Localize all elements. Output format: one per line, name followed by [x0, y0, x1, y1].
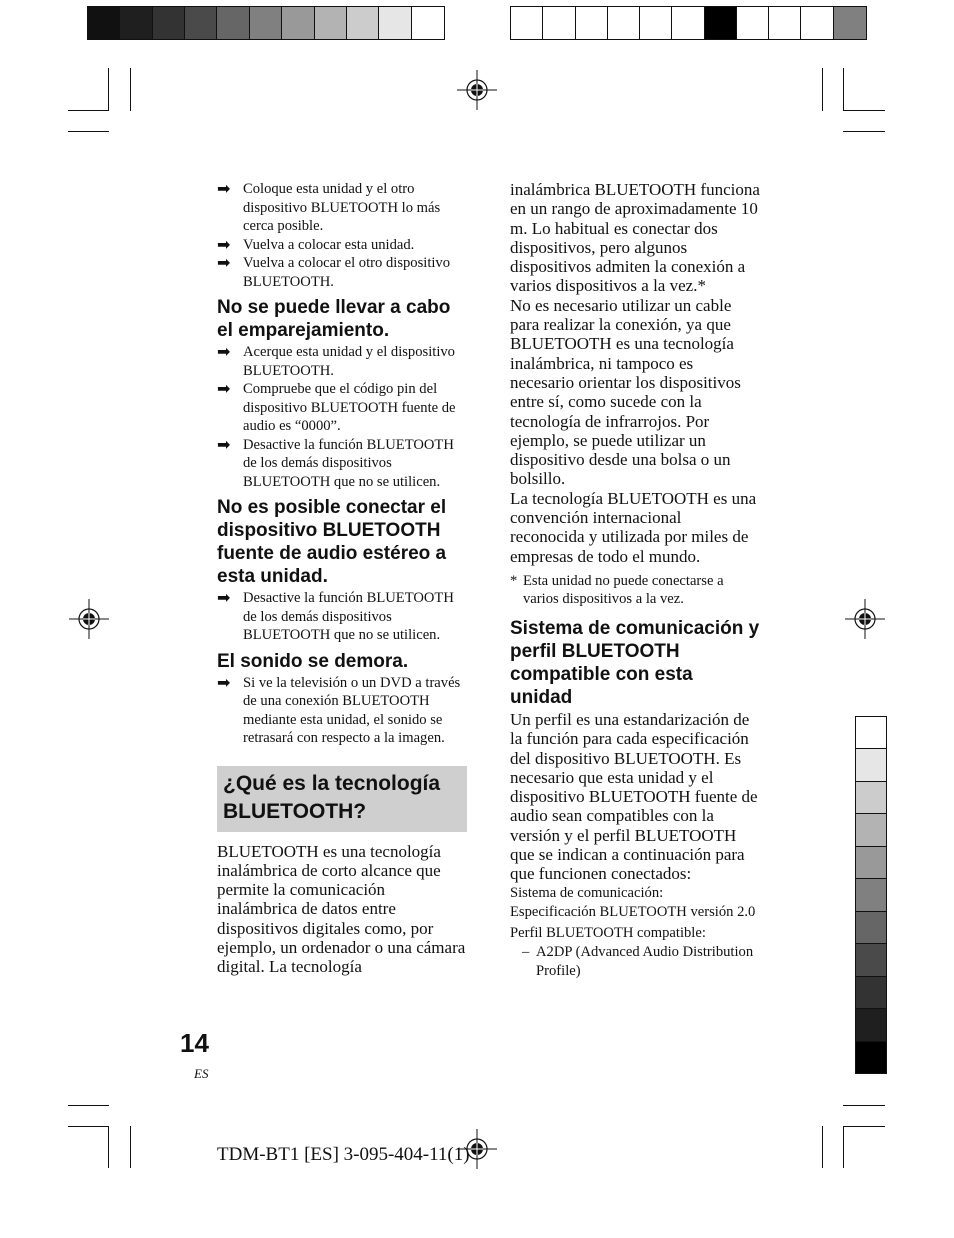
crop-mark [68, 110, 109, 111]
registration-target-icon [845, 599, 885, 639]
arrow-right-icon: ➡ [217, 234, 231, 254]
color-swatch [856, 814, 886, 846]
bullet-item: ➡ Vuelva a colocar el otro dispositivo BLUETOOTH. [217, 253, 451, 290]
color-swatch [769, 7, 801, 39]
crop-mark [108, 68, 109, 111]
body-paragraph: BLUETOOTH es una tecnología inalámbrica de corto alcance que permite la comunicación inalámbrica de datos entre dispositivos digitales como, por ejemplo, un ordenador o una cámara digital. La tecnología [217, 841, 466, 977]
crop-mark [130, 1126, 131, 1168]
color-swatch [672, 7, 704, 39]
registration-target-icon [69, 599, 109, 639]
bullet-item: ➡ Si ve la televisión o un DVD a través de una conexión BLUETOOTH mediante esta unidad, el sonido se retrasará con respecto a la imagen. [217, 672, 461, 746]
color-swatch [412, 7, 444, 39]
system-label: Sistema de comunicación: [510, 884, 664, 901]
arrow-right-icon: ➡ [217, 672, 231, 692]
body-paragraph: No es necesario utilizar un cable para realizar la conexión, ya que BLUETOOTH es una tecnología inalámbrica, ni tampoco es necesario orientar los dispositivos entre sí, como sucede con la tecnología de infrarrojos. Por ejemplo, se puede utilizar un dispositivo desde una bolsa o un bolsillo. [510, 295, 741, 489]
color-swatch [250, 7, 282, 39]
heading-system: Sistema de comunicación y perfil BLUETOOTH compatible con esta unidad [510, 617, 760, 708]
arrow-right-icon: ➡ [217, 379, 231, 398]
color-swatch [856, 1009, 886, 1041]
registration-target-icon [457, 70, 497, 110]
profile-label: Perfil BLUETOOTH compatible: [510, 924, 706, 941]
bullet-item: ➡ Desactive la función BLUETOOTH de los demás dispositivos BLUETOOTH que no se utilicen. [217, 588, 454, 643]
right-column [510, 180, 760, 981]
color-swatch [153, 7, 185, 39]
page-number: 14 [180, 1028, 209, 1058]
color-swatch [379, 7, 411, 39]
heading-delay: El sonido se demora. [217, 650, 409, 672]
color-swatch [834, 7, 866, 39]
arrow-right-icon: ➡ [217, 342, 231, 361]
bullet-item: ➡ Acerque esta unidad y el dispositivo BLUETOOTH. [217, 342, 455, 379]
color-swatch [120, 7, 152, 39]
color-swatch [856, 879, 886, 911]
profile-item: – A2DP (Advanced Audio Distribution Profile) [522, 943, 754, 979]
crop-mark [843, 1126, 885, 1127]
crop-mark [68, 1126, 109, 1127]
color-swatch [856, 749, 886, 781]
crop-mark [843, 1105, 885, 1106]
crop-mark [68, 1105, 109, 1106]
system-value: Especificación BLUETOOTH versión 2.0 [510, 903, 756, 920]
color-swatch [856, 782, 886, 814]
heading-pairing: No se puede llevar a cabo el emparejamiento. [217, 297, 451, 341]
crop-mark [843, 68, 844, 111]
color-swatch [282, 7, 314, 39]
color-swatch [705, 7, 737, 39]
color-swatch [856, 847, 886, 879]
section-title-box: ¿Qué es la tecnología BLUETOOTH? [217, 766, 467, 832]
crop-mark [108, 1126, 109, 1168]
page-language: ES [194, 1066, 209, 1081]
color-swatch [88, 7, 120, 39]
bullet-item: ➡ Coloque esta unidad y el otro dispositivo BLUETOOTH lo más cerca posible. [217, 179, 441, 234]
color-swatch [856, 944, 886, 976]
crop-mark [68, 131, 109, 132]
crop-mark [843, 1126, 844, 1168]
footer-code: TDM-BT1 [ES] 3-095-404-11(1) [217, 1144, 470, 1165]
crop-mark [130, 68, 131, 111]
color-swatch [801, 7, 833, 39]
color-swatch [640, 7, 672, 39]
bullet-item: ➡ Compruebe que el código pin del dispositivo BLUETOOTH fuente de audio es “0000”. [217, 379, 456, 434]
arrow-right-icon: ➡ [217, 179, 231, 198]
color-swatch [347, 7, 379, 39]
color-swatch [856, 977, 886, 1009]
crop-mark [843, 131, 885, 132]
color-bar-left [87, 6, 445, 40]
heading-connect: No es posible conectar el dispositivo BLUETOOTH fuente de audio estéreo a esta unidad. [217, 497, 447, 587]
color-swatch [543, 7, 575, 39]
crop-mark [843, 110, 885, 111]
color-swatch [511, 7, 543, 39]
color-swatch [315, 7, 347, 39]
arrow-right-icon: ➡ [217, 253, 231, 272]
color-swatch [737, 7, 769, 39]
color-swatch [856, 717, 886, 749]
body-paragraph: La tecnología BLUETOOTH es una convención internacional reconocida y utilizada por miles de empresas de todo el mundo. [510, 488, 757, 566]
crop-mark [822, 68, 823, 111]
arrow-right-icon: ➡ [217, 588, 231, 607]
color-swatch [185, 7, 217, 39]
bullet-item: ➡ Desactive la función BLUETOOTH de los demás dispositivos BLUETOOTH que no se utilicen. [217, 434, 454, 490]
color-swatch [856, 1042, 886, 1073]
arrow-right-icon: ➡ [217, 434, 231, 454]
bullet-item: ➡ Vuelva a colocar esta unidad. [217, 234, 415, 254]
color-swatch [217, 7, 249, 39]
footnote: * Esta unidad no puede conectarse a varios dispositivos a la vez. [510, 572, 724, 608]
left-column [217, 180, 467, 977]
body-paragraph: Un perfil es una estandarización de la función para cada especificación del dispositivo BLUETOOTH. Es necesario que esta unidad y el dispositivo BLUETOOTH fuente de audio sean compatibles con la versión y el perfil BLUETOOTH que se indican a continuación para que funcionen conectados: [510, 709, 758, 884]
body-paragraph: inalámbrica BLUETOOTH funciona en un rango de aproximadamente 10 m. Lo habitual es conectar dos dispositivos, pero algunos dispositivos admiten la conexión a varios dispositivos a la vez.* [510, 180, 760, 296]
grayscale-strip [855, 716, 887, 1074]
color-swatch [576, 7, 608, 39]
color-bar-right [510, 6, 867, 40]
crop-mark [822, 1126, 823, 1168]
color-swatch [856, 912, 886, 944]
color-swatch [608, 7, 640, 39]
